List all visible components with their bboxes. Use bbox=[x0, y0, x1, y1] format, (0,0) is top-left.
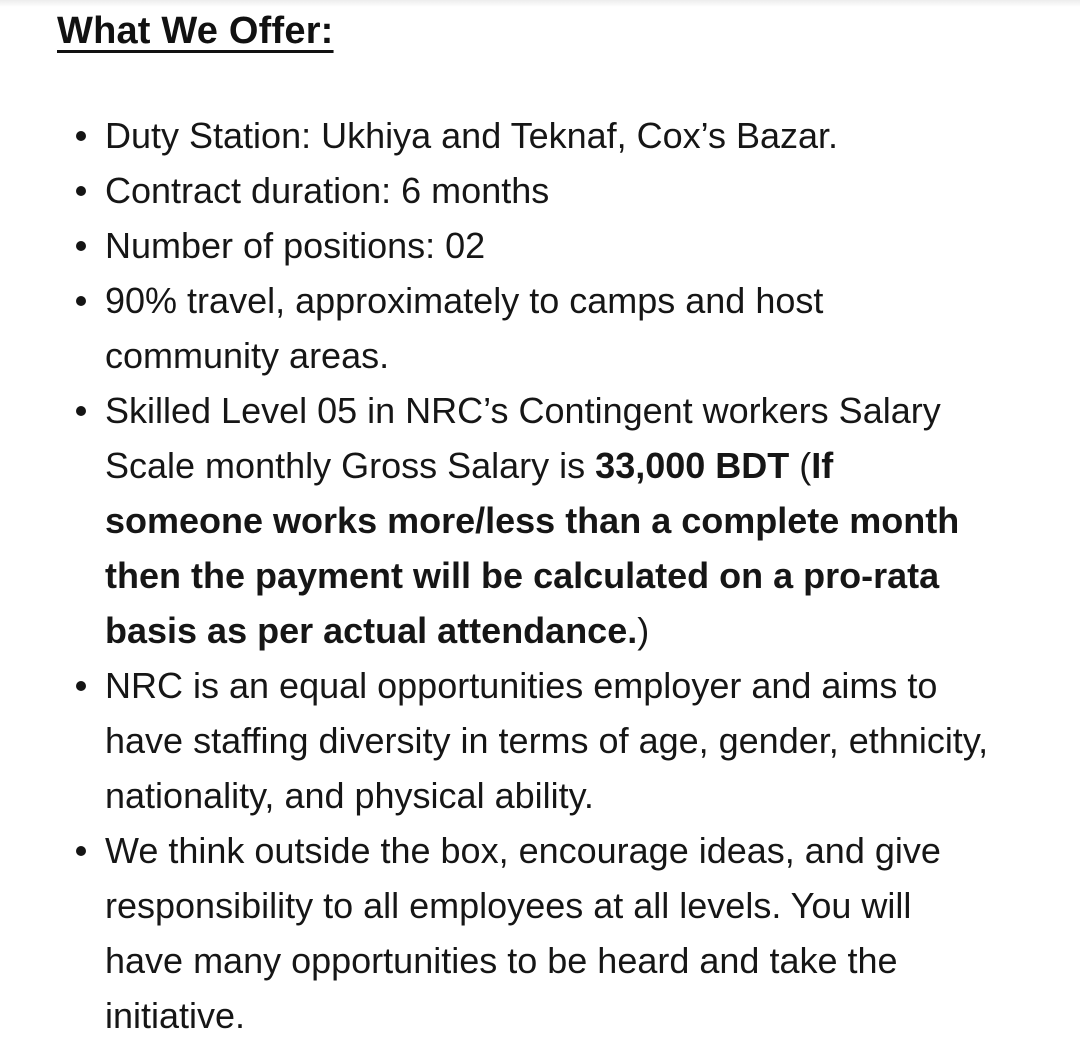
text-run: Contract duration: 6 months bbox=[105, 170, 550, 211]
text-run: 90% travel, approximately to camps and host community areas. bbox=[105, 280, 824, 376]
list-item bbox=[105, 218, 998, 273]
text-run: Duty Station: Ukhiya and Teknaf, Cox’s Bazar. bbox=[105, 115, 839, 156]
list-item bbox=[105, 658, 998, 823]
offer-list bbox=[105, 108, 998, 1043]
list-item bbox=[105, 163, 998, 218]
list-item bbox=[105, 823, 998, 1043]
text-run: ) bbox=[637, 610, 650, 651]
text-run: ( bbox=[789, 445, 812, 486]
text-run: Skilled Level 05 in NRC’s Contingent workers Salary Scale monthly Gross Salary is bbox=[105, 390, 941, 486]
list-item bbox=[105, 273, 998, 383]
list-item bbox=[105, 108, 998, 163]
text-run: Number of positions: 02 bbox=[105, 225, 486, 266]
bold-text-run: 33,000 BDT bbox=[595, 445, 790, 486]
section-heading: What We Offer: bbox=[57, 10, 334, 52]
bold-text-run: If someone works more/less than a complete month then the payment will be calculated on a pro-rata basis as per actual attendance. bbox=[105, 445, 960, 651]
list-item bbox=[105, 383, 998, 658]
text-run: NRC is an equal opportunities employer and aims to have staffing diversity in terms of age, gender, ethnicity, nationality, and physical ability. bbox=[105, 665, 989, 816]
text-run: We think outside the box, encourage ideas, and give responsibility to all employees at all levels. You will have many opportunities to be heard and take the initiative. bbox=[105, 830, 941, 1036]
